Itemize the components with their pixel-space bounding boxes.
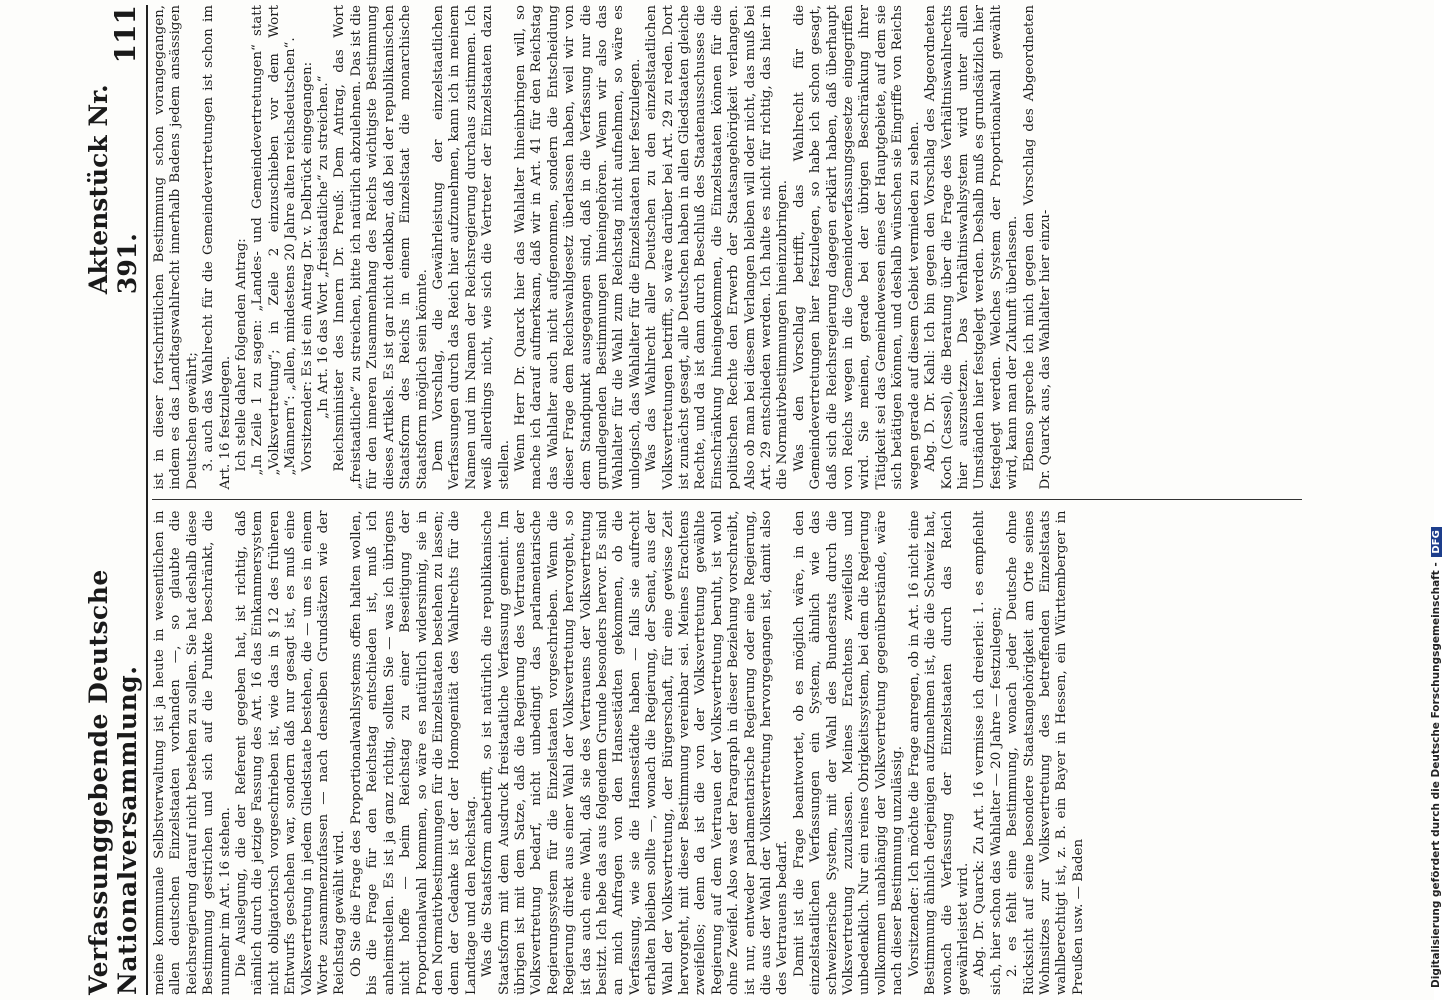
paragraph: Vorsitzender: Ich möchte die Frage anregen, ob in Art. 16 nicht eine Bestimmung ähnlich derjenigen aufzunehmen ist, die die Schweiz hat, wonach die Verfassung der Einzelstaaten durch das Reich gewährleistet wird. [906, 510, 971, 995]
paragraph: 2. es fehlt eine Bestimmung, wonach jeder Deutsche ohne Rücksicht auf seine besondere Staatsangehörigkeit am Orte seines Wohnsitzes zur Volksvertretung des betreffenden Einzelstaats wahlberechtigt ist, z. B. ein Bayer in Hessen, ein Württemberger in Preußen usw. — Baden [1005, 510, 1086, 995]
paragraph: Ob Sie die Frage des Proportionalwahlsystems offen halten wollen, bis die Frage für den Reichstag entschieden ist, muß ich anheimstellen. Es ist ja ganz richtig, sollten Sie — was ich übrigens nicht hoffe — beim Reichstag zu einer Beseitigung der Proportionalwahl kommen, so wäre es natürlich widersinnig, sie in den Normativbestimmungen für die Einzelstaaten bestehen zu lassen; denn der Gedanke ist der der Homogenität des Wahlrechts für die Landtage und den Reichstag. [348, 510, 479, 995]
paragraph: „In Zeile 1 zu sagen: „Landes- und Gemeindevertretungen“ statt „Volksvertretung“; in Zeile 2 einzuschieben vor dem Wort „Männern“: „allen, mindestens 20 Jahre alten reichsdeutschen“. [250, 5, 299, 476]
header-document-number: Aktenstück Nr. 391. [84, 84, 142, 295]
paragraph: Reichsminister des Innern Dr. Preuß: Dem Antrag, das Wort „freistaatliche“ zu streichen, bitte ich natürlich abzulehnen. Das ist die für den inneren Zusammenhang des Reichs wichtigste Bestimmung dieses Artikels. Es ist gar nicht denkbar, daß bei der republikanischen Staatsform des Reichs in einem Einzelstaat die monarchische Staatsform möglich sein könnte. [332, 5, 430, 490]
paragraph: Vorsitzender: Es ist ein Antrag Dr. v. Delbrück eingegangen: [299, 61, 315, 472]
paragraph: 3. auch das Wahlrecht für die Gemeindevertretungen ist schon im Art. 16 festzulegen. [201, 5, 233, 490]
rotated-document [84, 4, 1310, 995]
credit-text: Digitalisierung gefördert durch die Deutsche Forschungsgemeinschaft - [1430, 562, 1442, 988]
left-column [152, 500, 1302, 996]
paragraph: Was die Staatsform anbetrifft, so ist natürlich die republikanische Staatsform mit dem Ausdruck freistaatliche Verfassung gemeint. Im übrigen ist mit dem Satze, daß die Regierung des Vertrauens der Volksvertretung bedarf, nicht unbedingt das parlamentarische Regierungssystem für die Einzelstaaten vorgeschrieben. Wenn die Regierung direkt aus einer Wahl der Volksvertretung hervorgeht, so ist das auch eine Wahl, daß sie des Vertrauens der Volksvertretung besitzt. Ich hebe das aus folgendem Grunde besonders hervor. Es sind an mich Anfragen von den Hansestädten gekommen, ob die Verfassung, wie sie die Hansestädte haben — falls sie aufrecht erhalten bleiben sollte —, wonach die Regierung, der Senat, aus der Wahl der Volksvertretung, der Bürgerschaft, für eine gewisse Zeit hervorgeht, mit dieser Bestimmung vereinbar sei. Meines Erachtens zweifellos; denn da ist die von der Volksvertretung gewählte Regierung auf dem Vertrauen der Volksvertretung beruht, ist wohl ohne Zweifel. Also was der Paragraph in dieser Beziehung vorschreibt, ist nur, entweder parlamentarische Regierung oder eine Regierung, die aus der Wahl der Volksvertretung hervorgegangen ist, damit also des Vertrauens bedarf. [480, 510, 791, 995]
paragraph: „In Art. 16 das Wort „freistaatliche“ zu streichen.“ [316, 75, 332, 419]
paragraph: Abg. Dr. Quarck: Zu Art. 16 vermisse ich dreierlei: 1. es empfiehlt sich, hier schon das Wahlalter — 20 Jahre — festzulegen; [972, 510, 1004, 995]
paragraph: Die Auslegung, die der Referent gegeben hat, ist richtig, daß nämlich durch die jetzige Fassung des Art. 16 das Einkammersystem nicht obligatorisch vorgeschrieben ist, wie das in § 12 des früheren Entwurfs geschehen war, sondern daß nur gesagt ist, es muß eine Volksvertretung in jedem Gliedstaate bestehen, die — um es in einem Worte zusammenzufassen — nach denselben Grundsätzen wie der Reichstag gewählt wird. [234, 510, 348, 995]
paragraph: Was den Vorschlag betrifft, das Wahlrecht für die Gemeindevertretungen hier festzulegen, so habe ich schon gesagt, daß sich die Reichsregierung dagegen erklärt haben, daß überhaupt von Reichs wegen in die Gemeindeverfassungsgesetze eingegriffen wird. Sie meinen, gerade bei der übrigen Beschränkung ihrer Tätigkeit sei das Gemeindewesen eines der Hauptgebiete, auf dem sie sich betätigen können, und deshalb wünschen sie Eingriffe von Reichs wegen gerade auf diesem Gebiet vermieden zu sehen. [791, 5, 922, 490]
dfg-logo: DFG [1431, 527, 1442, 556]
paragraph: Was das Wahlrecht aller Deutschen zu den einzelstaatlichen Volksvertretungen betrifft, so wäre darüber bei Art. 29 zu reden. Dort ist zunächst gesagt, alle Deutschen haben in allen Gliedstaaten gleiche Rechte, und da ist dann durch Beschluß des Staatenausschusses die Einschränkung hineingekommen, die Einzelstaaten können für die politischen Rechte den Erwerb der Staatsangehörigkeit verlangen. Also ob man bei diesem Verlangen bleiben will oder nicht, das muß bei Art. 29 entschieden werden. Ich halte es nicht für richtig, das hier in die Normativbestimmungen hineinzubringen. [644, 4, 791, 490]
text-columns [152, 5, 1302, 995]
right-column [152, 5, 1302, 500]
paragraph: Abg. D. Dr. Kahl: Ich bin gegen den Vorschlag des Abgeordneten Koch (Cassel), die Beratung über die Frage des Verhältniswahlrechts hier auszusetzen. Das Verhältniswahlsystem wird unter allen Umständen hier festgelegt werden. Deshalb muß es grundsätzlich hier festgelegt werden. Welches System der Proportionalwahl gewählt wird, kann man der Zukunft überlassen. [923, 5, 1021, 490]
page-number: 111 [109, 5, 142, 64]
paragraph: Wenn Herr Dr. Quarck hier das Wahlalter hineinbringen will, so mache ich darauf aufmerksam, daß wir in Art. 41 für den Reichstag das Wahlalter auch nicht aufgenommen, sondern die Entscheidung dieser Frage dem Reichswahlgesetz überlassen haben, weil wir von dem Standpunkt ausgegangen sind, daß in die Verfassung nur die grundlegenden Bestimmungen hineingehören. Wenn wir also das Wahlalter für die Wahl zum Reichstag nicht aufnehmen, so wäre es unlogisch, das Wahlalter für die Einzelstaaten hier festzulegen. [512, 5, 643, 490]
paragraph: meine kommunale Selbstverwaltung ist ja heute in wesentlichen in allen deutschen Einzelstaaten vorhanden —, so glaubte die Reichsregierung darauf nicht bestehen zu sollen. Sie hat deshalb diese Bestimmung gestrichen und sich auf die Punkte beschränkt, die nunmehr im Art. 16 stehen. [152, 510, 233, 995]
paragraph: Damit ist die Frage beantwortet, ob es möglich wäre, in den einzelstaatlichen Verfassungen ein System, ähnlich wie das schweizerische System, mit der Wahl des Bundesrats durch die Volksvertretung zuzulassen. Meines Erachtens zweifellos und unbedenklich. Nur ein reines Obrigkeitssystem, bei dem die Regierung vollkommen unabhängig der Volksvertretung gegenüberstände, wäre nach dieser Bestimmung unzulässig. [791, 510, 906, 995]
header-title: Verfassunggebende Deutsche Nationalversammlung. [84, 569, 142, 995]
paragraph: Ich stelle daher folgenden Antrag: [234, 238, 250, 472]
paragraph: Dem Vorschlag, die Gewährleistung der einzelstaatlichen Verfassungen durch das Reich hier aufzunehmen, kann ich in meinem Namen und im Namen der Reichsregierung durchaus zustimmen. Ich weiß allerdings nicht, wie sich die Vertreter der Einzelstaaten dazu stellen. [430, 5, 512, 490]
page-header [84, 5, 148, 995]
digitization-credit [1416, 12, 1442, 992]
paragraph: Ebenso spreche ich mich gegen den Vorschlag des Abgeordneten Dr. Quarck aus, das Wahlalter hier einzu- [1021, 5, 1053, 490]
paragraph: ist in dieser fortschrittlichen Bestimmung schon vorangegangen, indem es das Landtagswahlrecht innerhalb Badens jedem ansässigen Deutschen gewährt; [152, 5, 200, 490]
